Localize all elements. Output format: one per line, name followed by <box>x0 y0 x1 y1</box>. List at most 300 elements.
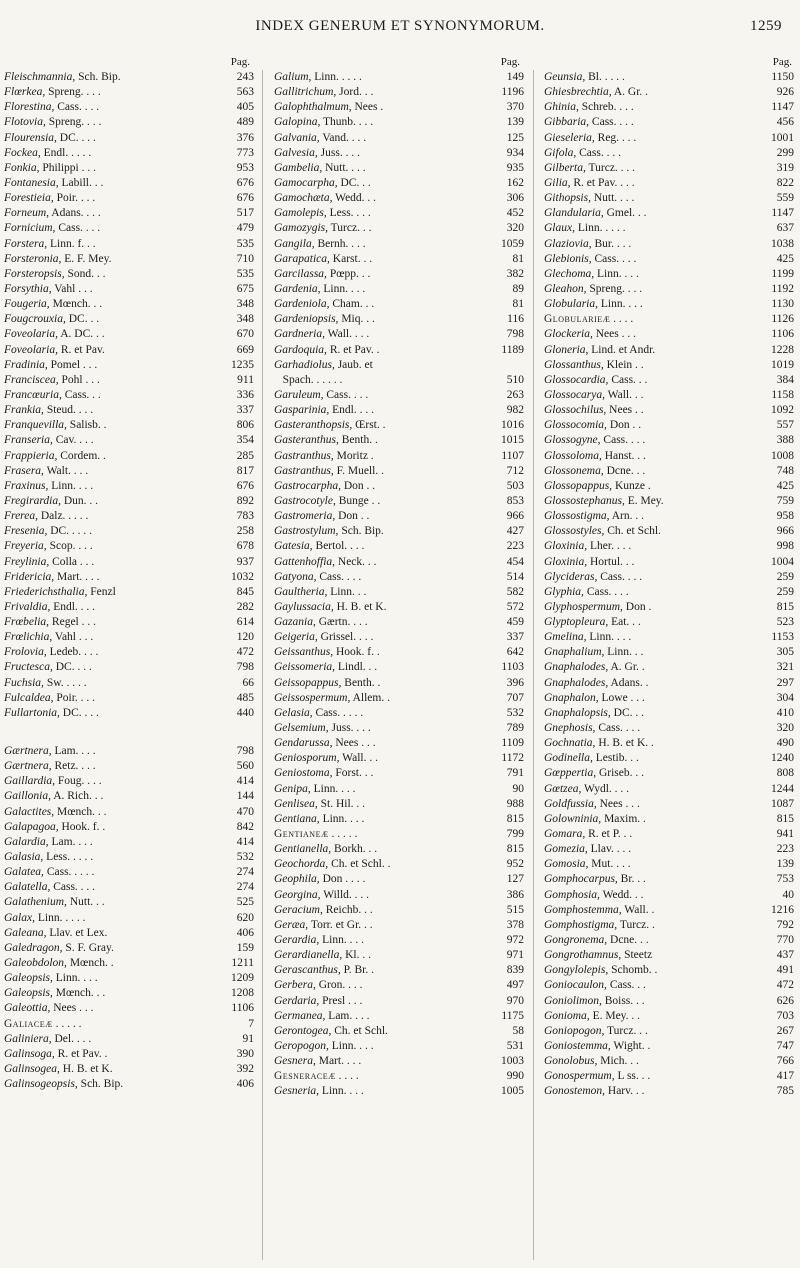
authority: Cass. . . . <box>50 881 96 894</box>
authority: P. Br. . <box>340 964 375 977</box>
page-ref: 966 <box>776 525 794 538</box>
page-ref: 348 <box>236 298 254 311</box>
index-entry <box>544 827 794 842</box>
index-entry <box>4 464 254 479</box>
page-ref: 712 <box>506 464 524 477</box>
entry-name <box>544 1009 758 1024</box>
authority: Nees . . . <box>332 737 376 750</box>
entry-name <box>544 206 758 221</box>
genus-name: Glaziovia, <box>544 237 592 250</box>
page-ref: 144 <box>236 790 254 803</box>
authority: Don . <box>622 600 652 613</box>
genus-name: Gatyona, <box>274 570 317 583</box>
index-column-2 <box>274 70 524 1100</box>
authority: Nees . . . <box>592 328 636 341</box>
genus-name: Glechoma, <box>544 267 595 280</box>
genus-name: Gongylolepis, <box>544 964 609 977</box>
genus-name: Gendarussa, <box>274 737 333 750</box>
entry-name <box>4 282 218 297</box>
index-entry <box>274 630 524 645</box>
entry-name <box>544 161 758 176</box>
page-ref: 259 <box>776 570 794 583</box>
authority: Schomb. . <box>608 964 658 977</box>
index-entry <box>274 555 524 570</box>
page-ref: 952 <box>506 858 524 871</box>
entry-name <box>4 206 218 221</box>
authority: Kunze . <box>612 479 651 492</box>
genus-name: Gastromeria, <box>274 510 336 523</box>
entry-name <box>274 585 488 600</box>
page-ref: 532 <box>506 706 524 719</box>
page-ref: 1240 <box>771 752 794 765</box>
genus-name: Fresenia, <box>4 525 48 538</box>
page-ref: 1208 <box>231 987 254 1000</box>
genus-name: Gardoquia, <box>274 343 327 356</box>
genus-name: Genipa, <box>274 782 311 795</box>
genus-name: Goniocaulon, <box>544 979 607 992</box>
entry-name <box>544 888 758 903</box>
entry-name <box>4 494 218 509</box>
section-gap <box>4 721 254 744</box>
genus-name: Goniolimon, <box>544 994 602 1007</box>
page-ref: 842 <box>236 820 254 833</box>
authority: Bunge . . <box>335 494 381 507</box>
page-header <box>18 12 782 42</box>
index-entry <box>4 1001 254 1016</box>
page-ref: 472 <box>236 646 254 659</box>
page-ref: 839 <box>506 964 524 977</box>
index-column-1 <box>4 70 254 1092</box>
authority: Allem. . <box>350 691 390 704</box>
genus-name: Gasteranthus, <box>274 434 339 447</box>
authority: Br. . . <box>617 873 646 886</box>
authority: Linn. . . <box>327 585 367 598</box>
entry-name <box>274 827 488 842</box>
genus-name: Geniosporum, <box>274 752 340 765</box>
authority: DC. . . . <box>59 706 99 719</box>
authority: DC. . . <box>337 176 371 189</box>
authority: Steetz <box>621 949 653 962</box>
index-entry <box>544 706 794 721</box>
entry-name <box>544 297 758 312</box>
page-ref: 1211 <box>231 957 254 970</box>
index-entry <box>274 978 524 993</box>
entry-name <box>544 509 758 524</box>
entry-name <box>544 85 758 100</box>
index-entry <box>544 221 794 236</box>
page-ref: 572 <box>506 600 524 613</box>
page-ref: 139 <box>776 858 794 871</box>
entry-name <box>274 85 488 100</box>
index-entry <box>544 70 794 85</box>
authority: Adans. . <box>608 676 649 689</box>
index-entry <box>4 509 254 524</box>
page-ref: 970 <box>506 994 524 1007</box>
index-entry <box>4 358 254 373</box>
genus-name: Geracium, <box>274 903 323 916</box>
page-ref: 470 <box>236 805 254 818</box>
index-entry <box>544 797 794 812</box>
authority: Cass. . . . <box>600 434 646 447</box>
page-ref: 798 <box>506 328 524 341</box>
authority: Wight. . <box>610 1040 651 1052</box>
authority: Jord. . . <box>336 86 374 99</box>
page-ref: 514 <box>506 570 524 583</box>
page-ref: 799 <box>506 828 524 841</box>
entry-name <box>4 820 218 835</box>
page-ref: 748 <box>776 464 794 477</box>
genus-name: Fraxinus, <box>4 479 49 492</box>
index-entry <box>274 812 524 827</box>
authority: Borkh. . . <box>331 843 378 856</box>
page-ref: 1153 <box>771 631 794 644</box>
page-ref: 1087 <box>771 797 794 810</box>
authority: Lindl. . . <box>335 661 378 674</box>
index-entry <box>544 343 794 358</box>
index-entry <box>544 978 794 993</box>
authority: St. Hil. . . <box>317 797 366 810</box>
entry-name <box>544 857 758 872</box>
index-entry <box>544 358 794 373</box>
index-entry <box>4 615 254 630</box>
genus-name: Gibbaria, <box>544 116 590 129</box>
genus-name: Fougeria, <box>4 298 50 311</box>
genus-name: Galeobdolon, <box>4 957 67 970</box>
page-ref: 678 <box>236 540 254 553</box>
authority: A. DC. . . <box>57 328 105 341</box>
page-ref: 937 <box>236 555 254 568</box>
index-entry <box>4 956 254 971</box>
entry-name <box>274 327 488 342</box>
genus-name: Geissanthus, <box>274 646 334 659</box>
authority: Ch. et Schl. <box>604 525 661 538</box>
genus-name: Geissopappus, <box>274 676 342 689</box>
page-ref: 388 <box>776 434 794 447</box>
page-ref: 1059 <box>501 237 524 250</box>
index-entry <box>274 221 524 236</box>
entry-name <box>544 660 758 675</box>
index-entry <box>4 645 254 660</box>
index-entry <box>274 660 524 675</box>
genus-name: Garuleum, <box>274 388 324 401</box>
page-ref: 747 <box>776 1040 794 1052</box>
authority: Neck. . . <box>335 555 377 568</box>
index-entry <box>544 751 794 766</box>
page-ref: 304 <box>776 691 794 704</box>
genus-name: Geropogon, <box>274 1040 329 1052</box>
index-entry <box>4 1077 254 1092</box>
page-ref: 263 <box>506 388 524 401</box>
index-entry <box>274 358 524 373</box>
page-ref: 806 <box>236 419 254 432</box>
page-ref: 390 <box>236 1047 254 1060</box>
page-ref: 120 <box>236 631 254 644</box>
page-ref: 159 <box>236 941 254 954</box>
entry-name <box>544 827 758 842</box>
entry-name <box>544 691 758 706</box>
entry-name <box>4 971 218 986</box>
index-entry <box>544 373 794 388</box>
page-ref: 670 <box>236 328 254 341</box>
genus-name: Galvesia, <box>274 146 318 159</box>
authority: Nees . <box>351 101 384 114</box>
genus-name: Gelsemium, <box>274 722 329 735</box>
index-entry <box>544 146 794 161</box>
genus-name: Geigeria, <box>274 631 318 644</box>
authority: Boiss. . . <box>601 994 645 1007</box>
entry-name <box>4 358 218 373</box>
entry-name <box>274 948 488 963</box>
authority: Cav. . . . <box>52 434 94 447</box>
page-ref: 710 <box>236 252 254 265</box>
authority: Less. . . . <box>326 207 371 220</box>
genus-name: Galax, <box>4 911 35 924</box>
page-ref: 490 <box>776 737 794 750</box>
page-ref: 90 <box>512 782 524 795</box>
genus-name: Goldfussia, <box>544 797 597 810</box>
entry-name <box>274 267 488 282</box>
page-ref: 162 <box>506 176 524 189</box>
entry-name <box>274 115 488 130</box>
page-ref: 1228 <box>771 343 794 356</box>
authority: Moritz . <box>333 449 374 462</box>
entry-name <box>274 660 488 675</box>
page-ref: 116 <box>507 313 524 326</box>
page-ref: 845 <box>236 585 254 598</box>
page-ref: 1209 <box>231 972 254 985</box>
index-entry <box>274 494 524 509</box>
genus-name: Gnaphalodes, <box>544 661 609 674</box>
genus-name: Gnaphalodes, <box>544 676 609 689</box>
entry-name <box>4 986 218 1001</box>
page-ref: 1175 <box>501 1009 524 1022</box>
index-entry <box>274 373 524 388</box>
page-ref: 305 <box>776 646 794 659</box>
index-entry <box>274 706 524 721</box>
authority: Cass. . . <box>606 979 646 992</box>
page-ref: 425 <box>776 252 794 265</box>
authority: Steud. . . . <box>43 404 94 417</box>
entry-name <box>4 911 218 926</box>
authority: DC. . . <box>65 313 100 326</box>
genus-name: Gasteranthopsis, <box>274 419 353 432</box>
authority: Gærtn. . . . <box>315 616 368 629</box>
entry-name <box>544 539 758 554</box>
index-entry <box>274 146 524 161</box>
page-ref: 958 <box>776 510 794 523</box>
authority: Bernh. . . . <box>314 237 366 250</box>
index-entry <box>4 600 254 615</box>
entry-name <box>544 555 758 570</box>
page-ref: 637 <box>776 222 794 235</box>
authority: Llav. . . . <box>587 843 632 856</box>
authority: Turcz. . . <box>604 1024 648 1037</box>
authority: Gmel. . . <box>603 207 647 220</box>
authority: DC. . . . . <box>47 525 93 538</box>
authority: Schreb. . . . <box>578 101 634 114</box>
authority: Gron. . . . <box>315 979 363 992</box>
authority: Cass. . . <box>608 373 648 386</box>
authority: Wedd. . . <box>599 888 644 901</box>
genus-name: Fridericia, <box>4 570 55 583</box>
genus-name: Geræa, <box>274 918 309 931</box>
authority: Mich. . . <box>597 1055 639 1068</box>
index-entry <box>274 539 524 554</box>
page-ref: 274 <box>236 866 254 879</box>
genus-name: Galatea, <box>4 866 44 879</box>
genus-name: Glockeria, <box>544 328 593 341</box>
authority: E. F. Mey. <box>61 252 112 265</box>
entry-name <box>544 464 758 479</box>
genus-name: Galinsogeopsis, <box>4 1078 78 1091</box>
genus-name: Frankia, <box>4 404 44 417</box>
authority: Endl. . . . . <box>40 146 92 159</box>
entry-name <box>4 660 218 675</box>
entry-name <box>274 191 488 206</box>
index-entry <box>544 660 794 675</box>
entry-name <box>544 782 758 797</box>
genus-name: Galiaceæ <box>4 1017 53 1030</box>
entry-name <box>4 941 218 956</box>
page-ref: 789 <box>506 722 524 735</box>
column-heading-2: Pag. <box>500 56 520 68</box>
entry-name <box>4 630 218 645</box>
authority: . . . . <box>610 313 634 326</box>
genus-name: Gattenhoffia, <box>274 555 336 568</box>
entry-name <box>274 509 488 524</box>
index-entry <box>274 676 524 691</box>
entry-name <box>4 479 218 494</box>
page-ref <box>488 358 524 373</box>
authority: Linn. . . . <box>320 282 366 295</box>
authority: Dun. . . <box>60 494 99 507</box>
entry-name <box>4 252 218 267</box>
authority: Don . . . . <box>319 873 366 886</box>
entry-name <box>4 645 218 660</box>
genus-name: Fuchsia, <box>4 676 44 689</box>
entry-name <box>544 115 758 130</box>
entry-name <box>274 555 488 570</box>
genus-name: Gonioma, <box>544 1009 590 1022</box>
index-entry <box>4 161 254 176</box>
entry-name <box>274 282 488 297</box>
index-entry <box>274 252 524 267</box>
index-entry <box>4 880 254 895</box>
index-entry <box>4 850 254 865</box>
authority: . . . . . <box>328 828 358 841</box>
entry-name <box>4 1017 218 1032</box>
genus-name: Gloxinia, <box>544 540 588 553</box>
entry-name <box>544 600 758 615</box>
index-entry <box>544 176 794 191</box>
entry-name <box>274 570 488 585</box>
index-entry <box>4 282 254 297</box>
entry-name <box>274 615 488 630</box>
authority: Ledeb. . . . <box>46 646 99 659</box>
authority: Karst. . . <box>329 252 373 265</box>
authority: Linn. . . <box>604 646 644 659</box>
authority: Cass. . . . <box>316 570 362 583</box>
entry-name <box>544 373 758 388</box>
entry-name <box>544 615 758 630</box>
index-entry <box>544 252 794 267</box>
genus-name: Galeottia, <box>4 1002 51 1015</box>
authority: Lestib. . . <box>592 752 639 765</box>
genus-name: Gærtnera, <box>4 745 52 758</box>
index-entry <box>274 1084 524 1099</box>
index-entry <box>274 297 524 312</box>
page-ref: 89 <box>512 282 524 295</box>
index-entry <box>4 449 254 464</box>
authority: R. et Pav. . <box>326 343 380 356</box>
authority: Nutt. . . . <box>322 161 366 174</box>
index-entry <box>4 146 254 161</box>
genus-name: Flourensia, <box>4 131 57 144</box>
genus-name: Garapatica, <box>274 252 330 265</box>
index-entry <box>274 449 524 464</box>
page-ref: 1235 <box>231 358 254 371</box>
genus-name: Frœbelia, <box>4 616 50 629</box>
genus-name: Garhadiolus, <box>274 358 335 371</box>
entry-name <box>544 252 758 267</box>
entry-name <box>544 191 758 206</box>
page-ref: 437 <box>776 949 794 962</box>
page-ref: 1158 <box>771 388 794 401</box>
index-entry <box>544 918 794 933</box>
genus-name: Gaultheria, <box>274 585 328 598</box>
authority: Linn. f. . . <box>47 237 96 250</box>
index-entry <box>544 555 794 570</box>
authority: Cass. . . . <box>576 146 621 159</box>
genus-name: Gesneria, <box>274 1085 320 1098</box>
genus-name: Geunsia, <box>544 71 586 83</box>
index-entry <box>544 403 794 418</box>
index-entry <box>544 161 794 176</box>
page-ref: 535 <box>236 267 254 280</box>
entry-name <box>274 100 488 115</box>
entry-name <box>544 1039 758 1054</box>
authority: Sw. . . . . <box>43 676 87 689</box>
authority: Presl . . . <box>319 994 363 1007</box>
genus-name: Geniostoma, <box>274 767 333 780</box>
page-ref: 676 <box>236 479 254 492</box>
index-entry <box>4 926 254 941</box>
index-entry <box>274 1039 524 1054</box>
page-ref: 559 <box>776 192 794 205</box>
page-ref: 1244 <box>771 782 794 795</box>
authority: Retz. . . . <box>51 760 96 773</box>
authority: Wall. . <box>621 903 655 916</box>
authority: A. Gr. . <box>611 86 649 99</box>
page-ref: 1015 <box>501 434 524 447</box>
page-ref: 532 <box>236 851 254 864</box>
authority: Nees . . . <box>596 797 640 810</box>
page-ref: 503 <box>506 479 524 492</box>
entry-name <box>4 895 218 910</box>
entry-name <box>544 524 758 539</box>
index-entry <box>274 903 524 918</box>
page-ref: 941 <box>776 828 794 841</box>
entry-name <box>274 1054 488 1069</box>
entry-name <box>4 176 218 191</box>
index-entry <box>544 267 794 282</box>
genus-name: Galactites, <box>4 805 55 818</box>
index-entry <box>274 857 524 872</box>
entry-name <box>4 70 218 85</box>
page-ref: 406 <box>236 926 254 939</box>
entry-name <box>544 479 758 494</box>
entry-name <box>4 570 218 585</box>
